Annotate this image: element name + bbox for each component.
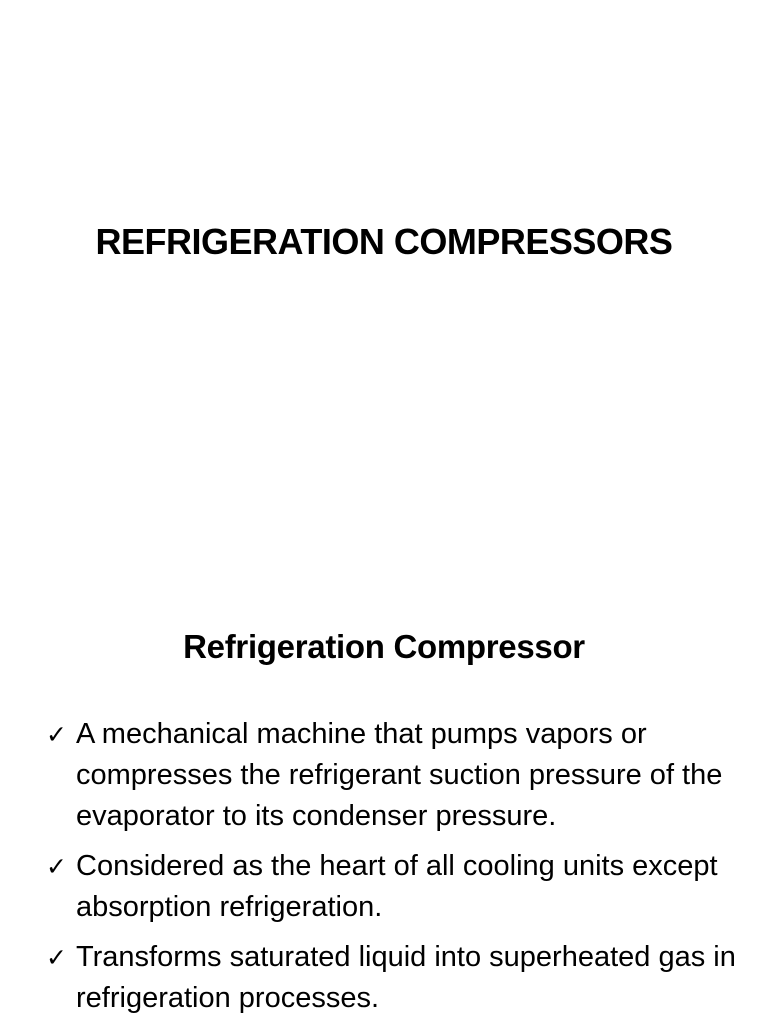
bullet-list [46,714,736,1028]
bullet-text: Transforms saturated liquid into superheated gas in refrigeration processes. [76,941,736,1014]
slide-heading: Refrigeration Compressor [183,628,585,665]
title-slide [0,0,768,512]
checkmark-icon: ✓ [46,852,67,881]
checkmark-icon: ✓ [46,720,67,749]
bullet-text: Considered as the heart of all cooling units except absorption refrigeration. [76,850,718,923]
checkmark-icon: ✓ [46,943,67,972]
list-item [46,714,736,837]
bullet-text: A mechanical machine that pumps vapors or compresses the refrigerant suction pressure of the evaporator to its condenser pressure. [76,718,723,832]
slide-title: REFRIGERATION COMPRESSORS [95,221,673,262]
list-item [46,937,736,1019]
content-slide [0,512,768,1024]
list-item [46,846,736,928]
